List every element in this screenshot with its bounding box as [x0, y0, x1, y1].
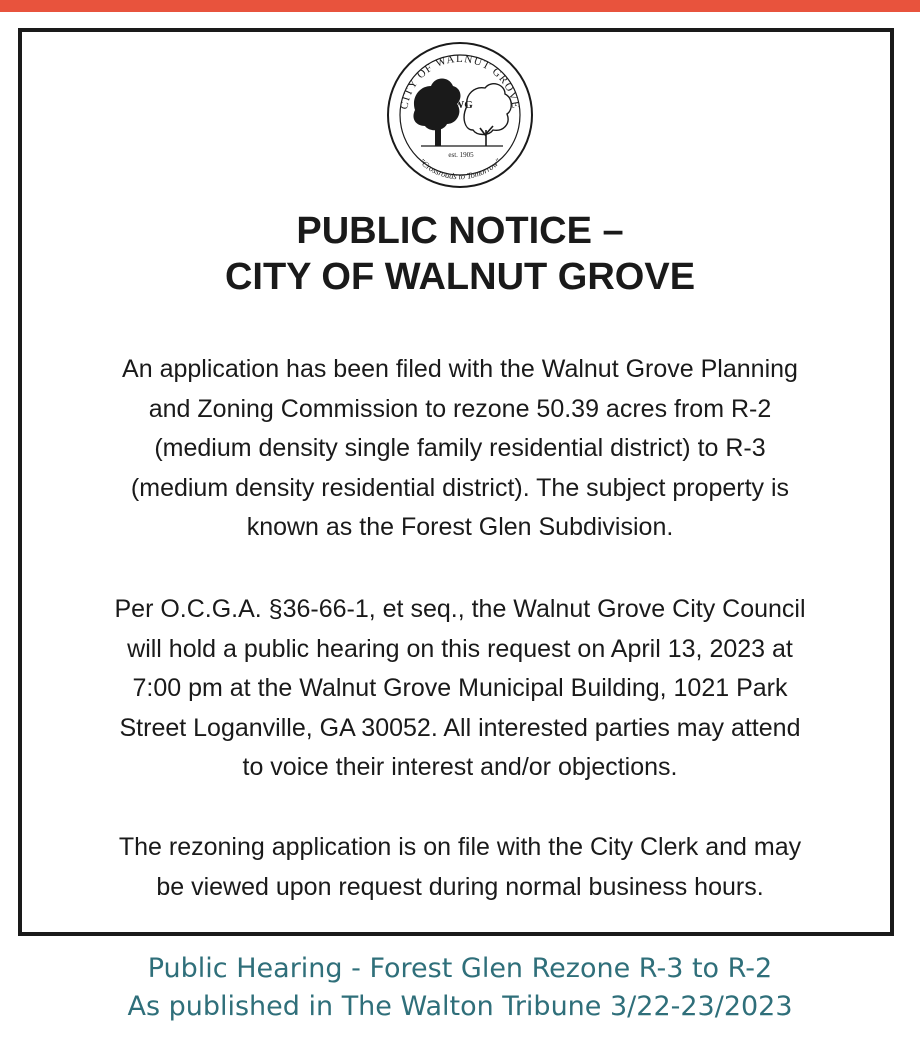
- paragraph-hearing: [40, 590, 880, 788]
- paragraph-line: known as the Forest Glen Subdivision.: [246, 513, 674, 541]
- caption-line-2: As published in The Walton Tribune 3/22-23/2023: [127, 991, 793, 1022]
- seal-established: est. 1905: [448, 151, 474, 159]
- paragraph-line: (medium density single family residential district) to R-3: [154, 434, 766, 462]
- paragraph-line: An application has been filed with the Walnut Grove Planning: [122, 355, 798, 383]
- paragraph-line: Street Loganville, GA 30052. All interested parties may attend: [119, 713, 801, 742]
- notice-title-line-1: PUBLIC NOTICE –: [296, 210, 624, 252]
- paragraph-line: be viewed upon request during normal business hours.: [156, 872, 764, 901]
- publication-caption: [0, 950, 920, 1026]
- city-seal-logo: [385, 40, 535, 190]
- paragraph-application: [40, 350, 880, 548]
- caption-line-1: Public Hearing - Forest Glen Rezone R-3 to R-2: [147, 953, 773, 984]
- seal-motto: "Crossroads to Tomorrow": [417, 156, 503, 182]
- top-accent-bar: [0, 0, 920, 12]
- seal-monogram: WG: [453, 99, 473, 111]
- paragraph-line: The rezoning application is on file with the City Clerk and may: [118, 833, 802, 861]
- notice-title: [0, 208, 920, 300]
- paragraph-on-file: [40, 828, 880, 907]
- paragraph-line: 7:00 pm at the Walnut Grove Municipal Building, 1021 Park: [132, 674, 788, 702]
- paragraph-line: Per O.C.G.A. §36-66-1, et seq., the Walnut Grove City Council: [114, 595, 806, 623]
- paragraph-line: will hold a public hearing on this request on April 13, 2023 at: [127, 634, 793, 663]
- svg-text:"Crossroads to Tomorrow": [417, 156, 502, 181]
- paragraph-line: to voice their interest and/or objections.: [242, 753, 678, 781]
- tree-dark-icon: [413, 79, 460, 147]
- seal-ring-text: CITY OF WALNUT GROVE: [398, 52, 522, 111]
- tree-outline-icon: [464, 84, 511, 146]
- paragraph-line: and Zoning Commission to rezone 50.39 acres from R-2: [148, 394, 772, 423]
- notice-title-line-2: CITY OF WALNUT GROVE: [224, 256, 696, 298]
- paragraph-line: (medium density residential district). The subject property is: [130, 473, 790, 502]
